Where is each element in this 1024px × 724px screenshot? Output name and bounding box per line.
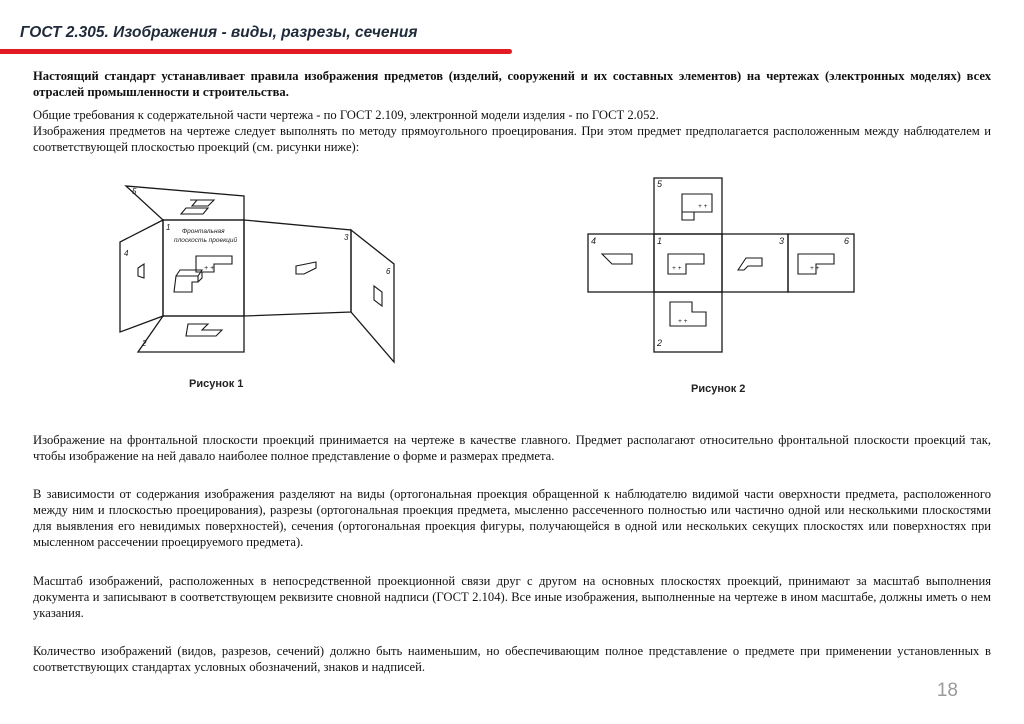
fig1-top-plane xyxy=(126,186,244,220)
svg-text:+ +: + + xyxy=(698,203,708,210)
fig1-bottom-plane xyxy=(138,316,244,352)
intro-bold-paragraph: Настоящий стандарт устанавливает правила изображения предметов (изделий, сооружений и их составных элементов) на чертежах (электронных моделях) всех отраслей промышленности и строительства. xyxy=(33,69,991,99)
fig1-plane-label-2: плоскость проекций xyxy=(174,237,238,244)
page-number: 18 xyxy=(936,680,958,701)
fig1-number-6: 6 xyxy=(386,267,391,276)
fig1-bottom-view-part xyxy=(186,324,222,336)
fig1-right-plane xyxy=(244,220,351,316)
fig1-number-1: 1 xyxy=(166,223,171,232)
figure-1-diagram xyxy=(108,180,408,370)
fig1-number-4: 4 xyxy=(124,249,129,258)
page-title: ГОСТ 2.305. Изображения - виды, разрезы, сечения xyxy=(20,24,418,41)
fig2-number-4: 4 xyxy=(591,236,597,246)
fig2-number-1: 1 xyxy=(657,236,663,246)
fig1-right-view-part xyxy=(296,262,316,274)
fig2-view-1 xyxy=(654,234,722,292)
svg-text:+ +: + + xyxy=(672,265,682,272)
fig1-number-5: 5 xyxy=(132,187,137,196)
fig1-far-right-plane xyxy=(351,230,394,362)
body-paragraph-3: Масштаб изображений, расположенных в непосредственной проекционной связи друг с другом на основных плоскостях проекций, принимают за масштаб выполнения документа и записывают в соответствующем реквизите сновной надписи (ГОСТ 2.104). Все иные изображения, выполненные на чертеже в ином масштабе, должны иметь о нем указания. xyxy=(33,574,991,620)
body-paragraph-4: Количество изображений (видов, разрезов, сечений) должно быть наименьшим, но обеспечивающим полное представление о предмете при применении установленных в соответствующих стандартах условных обозначений, знаков и надписей. xyxy=(33,644,991,674)
fig1-left-plane xyxy=(120,220,163,332)
fig1-number-2: 2 xyxy=(142,339,147,348)
fig1-iso-part xyxy=(174,270,202,292)
fig1-plane-label-1: Фронтальная xyxy=(182,228,225,235)
fig2-number-5: 5 xyxy=(657,179,663,189)
fig1-left-view-part xyxy=(138,264,144,278)
title-underline xyxy=(0,49,512,54)
fig1-top-view-part xyxy=(181,200,214,214)
fig1-far-right-view-part xyxy=(374,286,382,306)
figure-2-caption: Рисунок 2 xyxy=(691,383,746,395)
body-paragraph-2: В зависимости от содержания изображения разделяют на виды (ортогональная проекция обращенной к наблюдателю видимой части оверхности предмета, расположенного между ним и плоскостью проецирования), разрезы (ортогональная проекция предмета, мысленно рассеченного полностью или частично одной или несколькими плоскостями для выявления его невидимых поверхностей), сечения (ортогональная проекция фигуры, получающейся в одной или нескольких секущих плоскостях или поверхностях при мысленном рассечении проецируемого предмета). xyxy=(33,487,991,549)
fig2-number-6: 6 xyxy=(844,236,850,246)
fig2-number-2: 2 xyxy=(657,338,663,348)
fig2-number-3: 3 xyxy=(779,236,785,246)
svg-text:+ +: + + xyxy=(678,318,688,325)
body-paragraph-1: Изображение на фронтальной плоскости проекций принимается на чертеже в качестве главного. Предмет располагают относительно фронтальной плоскости проекций так, чтобы изображение на ней давало наиболее полное представление о форме и размерах предмета. xyxy=(33,433,991,463)
svg-text:+ +: + + xyxy=(204,265,215,272)
figure-1-caption: Рисунок 1 xyxy=(189,378,244,390)
svg-text:+ +: + + xyxy=(810,265,820,272)
fig2-view-4 xyxy=(588,234,654,292)
fig2-view-2 xyxy=(654,292,722,352)
fig1-number-3: 3 xyxy=(344,233,349,242)
intro-line-1: Общие требования к содержательной части чертежа - по ГОСТ 2.109, электронной модели изделия - по ГОСТ 2.052. xyxy=(33,108,659,122)
intro-line-2: Изображения предметов на чертеже следует выполнять по методу прямоугольного проецирования. При этом предмет предполагается расположенным между наблюдателем и соответствующей плоскостью проекций (см. рисунки ниже): xyxy=(33,124,991,154)
figure-2-diagram xyxy=(586,174,858,354)
intro-section xyxy=(33,68,991,155)
